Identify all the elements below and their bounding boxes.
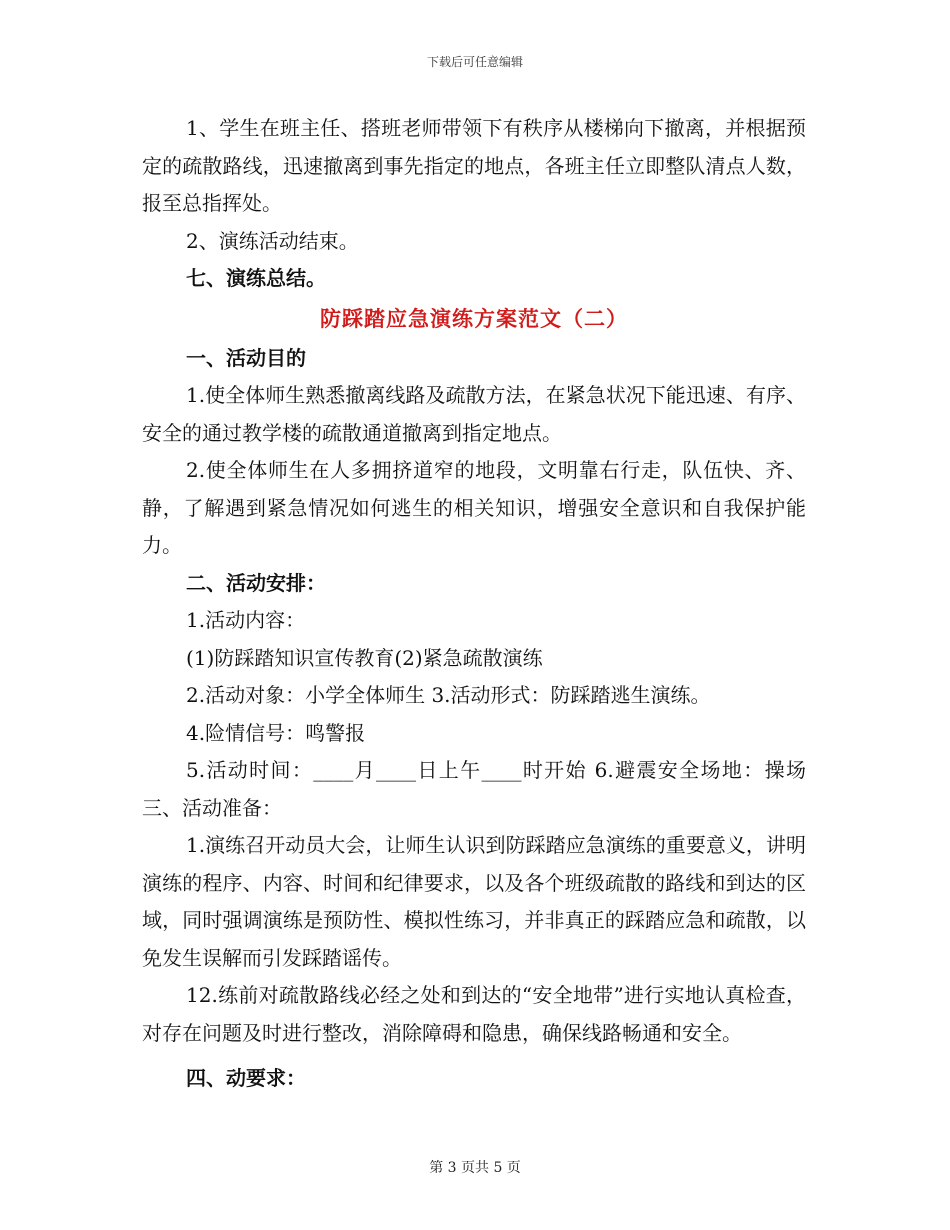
page-footer: 第 3 页共 5 页 — [429, 1160, 521, 1176]
paragraph-drill-end: 2、演练活动结束。 — [186, 228, 359, 253]
document-title: 防踩踏应急演练方案范文（二） — [320, 305, 628, 331]
paragraph-alarm-signal: 4.险情信号：鸣警报 — [186, 720, 366, 745]
paragraph-evacuate: 1、学生在班主任、搭班老师带领下有秩序从楼梯向下撤离，并根据预定的疏散路线，迅速撤离到事先指定的地点，各班主任立即整队清点人数，报至总指挥处。 — [142, 116, 806, 215]
section-heading-arrangement: 二、活动安排： — [186, 570, 326, 595]
paragraph-purpose-2: 2.使全体师生在人多拥挤道窄的地段，文明靠右行走，队伍快、齐、静，了解遇到紧急情况如何逃生的相关知识，增强安全意识和自我保护能力。 — [142, 458, 806, 557]
paragraph-activity-time: 5.活动时间：____月____日上午____时开始 6.避震安全场地：操场三、活动准备： — [142, 758, 806, 820]
paragraph-prep-1: 1.演练召开动员大会，让师生认识到防踩踏应急演练的重要意义，讲明演练的程序、内容、时间和纪律要求，以及各个班级疏散的路线和到达的区域，同时强调演练是预防性、模拟性练习，并非真正的踩踏应急和疏散，以免发生误解而引发踩踏谣传。 — [142, 833, 806, 970]
section-heading-summary: 七、演练总结。 — [186, 266, 326, 290]
document-body — [142, 110, 806, 1098]
paragraph-activity-target: 2.活动对象：小学全体师生 3.活动形式：防踩踏逃生演练。 — [186, 683, 711, 707]
page-header: 下载后可任意编辑 — [426, 55, 523, 69]
paragraph-activity-content: 1.活动内容： — [186, 608, 306, 632]
paragraph-prep-2: 12.练前对疏散路线必经之处和到达的“安全地带”进行实地认真检查，对存在问题及时进行整改，消除障碍和隐患，确保线路畅通和安全。 — [142, 983, 806, 1045]
paragraph-purpose-1: 1.使全体师生熟悉撤离线路及疏散方法，在紧急状况下能迅速、有序、安全的通过教学楼的疏散通道撤离到指定地点。 — [142, 383, 806, 445]
paragraph-activity-items: (1)防踩踏知识宣传教育(2)紧急疏散演练 — [186, 645, 543, 670]
section-heading-requirements: 四、动要求： — [186, 1066, 306, 1090]
section-heading-purpose: 一、活动目的 — [186, 345, 306, 370]
